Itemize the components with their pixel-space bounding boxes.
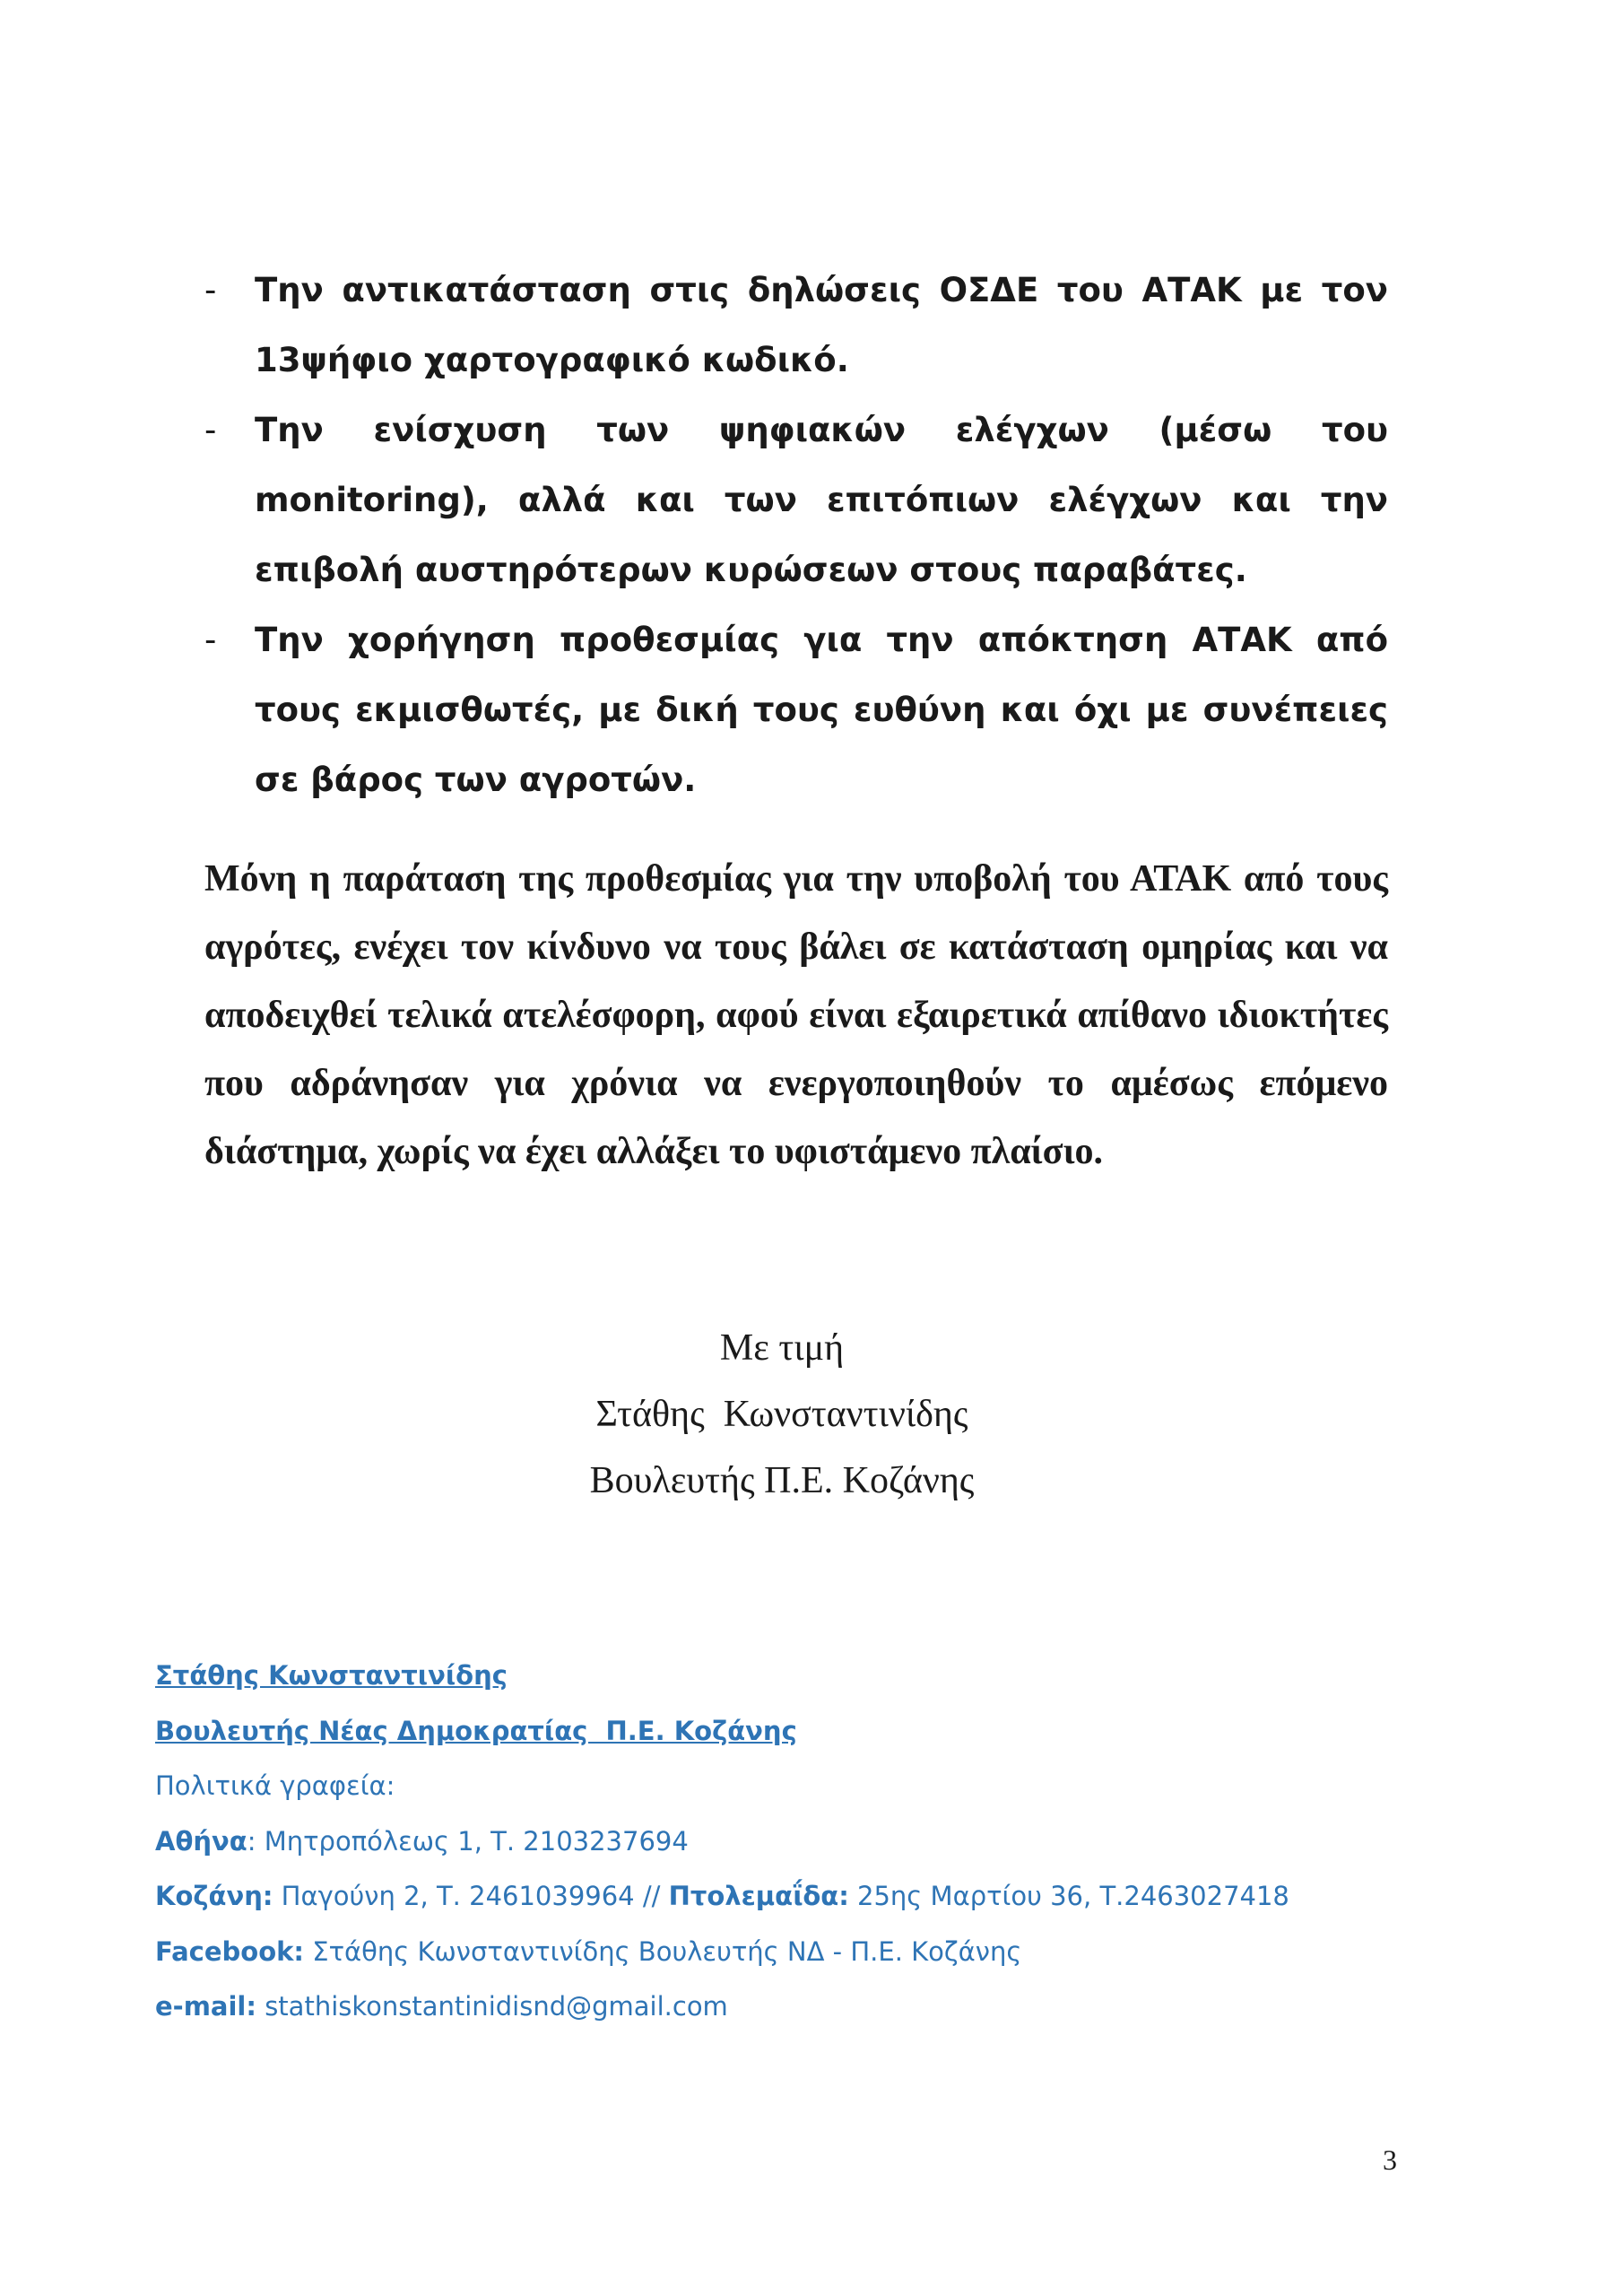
bullet-text: Την ενίσχυση των ψηφιακών ελέγχων (μέσω του monitoring), αλλά και των επιτόπιων ελέγχων και την επιβολή αυστηρότερων κυρώσεων στους παραβάτες. bbox=[255, 411, 1388, 589]
signature-block bbox=[0, 1315, 1564, 1514]
signature-closing: Με τιμή bbox=[719, 1327, 845, 1369]
email-label: e-mail: bbox=[155, 1991, 256, 2022]
bullet-item bbox=[204, 256, 1388, 396]
kozani-label: Κοζάνη: bbox=[155, 1881, 273, 1911]
signature-name: Στάθης Κωνσταντινίδης bbox=[595, 1394, 968, 1435]
athens-label: Αθήνα bbox=[155, 1825, 247, 1857]
signature-title: Βουλευτής Π.Ε. Κοζάνης bbox=[589, 1460, 975, 1501]
page-number: 3 bbox=[1383, 2144, 1397, 2176]
facebook-line bbox=[155, 1925, 1410, 1980]
email-line bbox=[155, 1979, 1410, 2035]
ptolemaida-label: Πτολεμαΐδα: bbox=[668, 1881, 849, 1911]
contact-role: Βουλευτής Νέας Δημοκρατίας Π.Ε. Κοζάνης bbox=[155, 1715, 797, 1746]
bullet-dash: - bbox=[204, 621, 217, 659]
body-paragraph: Μόνη η παράταση της προθεσμίας για την υποβολή του ΑΤΑΚ από τους αγρότες, ενέχει τον κίνδυνο να τους βάλει σε κατάσταση ομηρίας και να αποδειχθεί τελικά ατελέσφορη, αφού είναι εξαιρετικά απίθανο ιδιοκτήτες που αδράνησαν για χρόνια να ενεργοποιηθούν το αμέσως επόμενο διάστημα, χωρίς να έχει αλλάξει το υφιστάμενο πλαίσιο. bbox=[204, 858, 1388, 1172]
bullet-list bbox=[204, 256, 1388, 815]
ptolemaida-value: 25ης Μαρτίου 36, Τ.2463027418 bbox=[848, 1881, 1289, 1911]
bullet-item bbox=[204, 605, 1388, 815]
kozani-value: Παγούνη 2, Τ. 2461039964 // bbox=[273, 1881, 669, 1911]
email-value: stathiskonstantinidisnd@gmail.com bbox=[256, 1991, 728, 2022]
kozani-office bbox=[155, 1869, 1410, 1925]
facebook-label: Facebook: bbox=[155, 1935, 305, 1967]
bullet-text: Την χορήγηση προθεσμίας για την απόκτηση ΑΤΑΚ από τους εκμισθωτές, με δική τους ευθύνη και όχι με συνέπειες σε βάρος των αγροτών. bbox=[255, 621, 1388, 799]
bullet-dash: - bbox=[204, 271, 217, 309]
contact-name: Στάθης Κωνσταντινίδης bbox=[155, 1660, 508, 1691]
bullet-text: Την αντικατάσταση στις δηλώσεις ΟΣΔΕ του ΑΤΑΚ με τον 13ψήφιο χαρτογραφικό κωδικό. bbox=[255, 271, 1388, 379]
facebook-value: Στάθης Κωνσταντινίδης Βουλευτής ΝΔ - Π.Ε. Κοζάνης bbox=[304, 1935, 1022, 1967]
athens-office bbox=[155, 1814, 1410, 1870]
athens-value: : Μητροπόλεως 1, Τ. 2103237694 bbox=[247, 1825, 689, 1857]
offices-label: Πολιτικά γραφεία: bbox=[155, 1770, 395, 1801]
bullet-dash: - bbox=[204, 411, 217, 449]
bullet-item bbox=[204, 396, 1388, 605]
contact-block bbox=[155, 1648, 1410, 2035]
